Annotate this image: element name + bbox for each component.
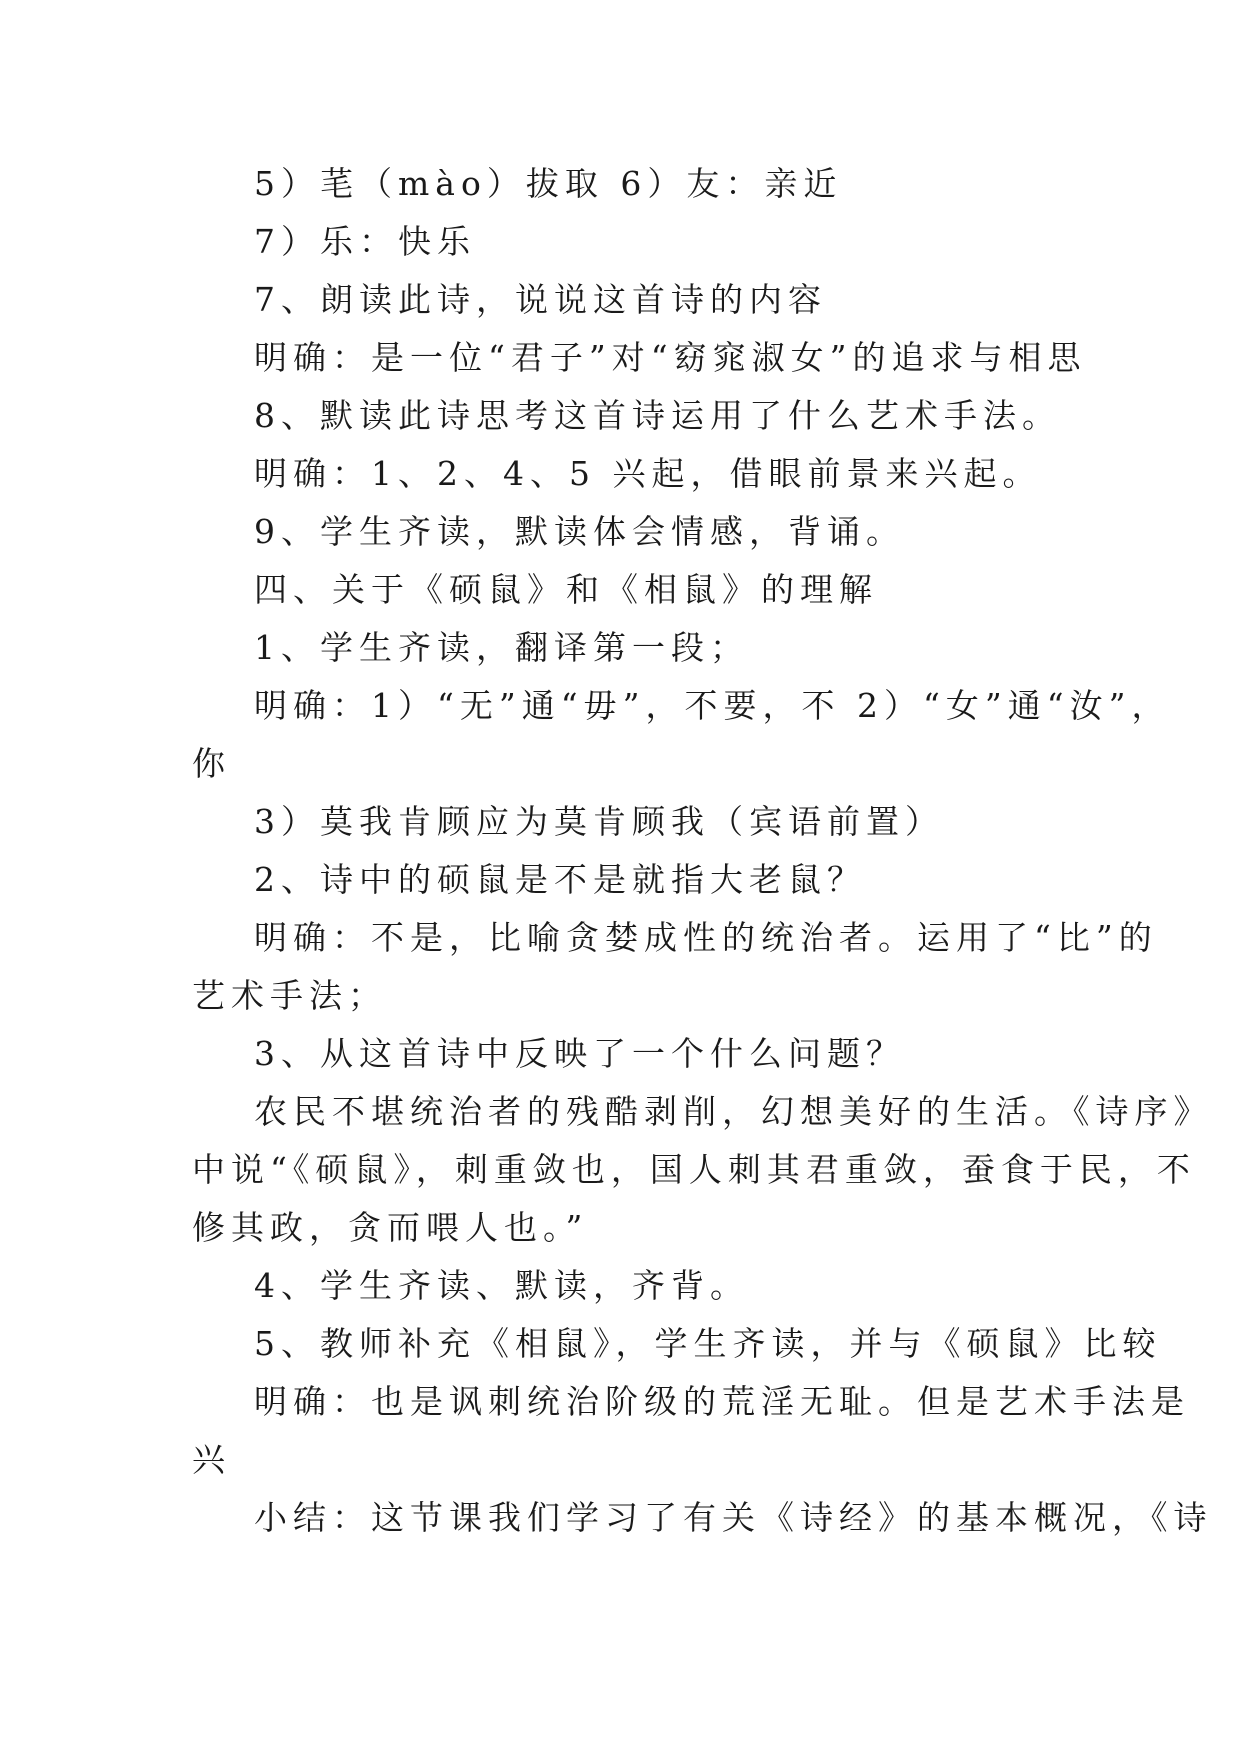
text-line: 兴 bbox=[192, 1440, 231, 1479]
text-line: 中说“《硕鼠》，刺重敛也，国人刺其君重敛，蚕食于民，不 bbox=[192, 1150, 1196, 1189]
text-line: 4、学生齐读、默读，齐背。 bbox=[254, 1266, 749, 1305]
text-line: 3）莫我肯顾应为莫肯顾我（宾语前置） bbox=[254, 802, 944, 841]
text-line: 明确：不是，比喻贪婪成性的统治者。运用了“比”的 bbox=[254, 918, 1158, 957]
text-line: 明确：是一位“君子”对“窈窕淑女”的追求与相思 bbox=[254, 338, 1087, 377]
text-line: 2、诗中的硕鼠是不是就指大老鼠？ bbox=[254, 860, 866, 899]
text-line: 修其政，贪而喂人也。” bbox=[192, 1208, 589, 1247]
text-line: 明确：也是讽刺统治阶级的荒淫无耻。但是艺术手法是 bbox=[254, 1382, 1190, 1421]
text-line: 3、从这首诗中反映了一个什么问题？ bbox=[254, 1034, 905, 1073]
text-line: 1、学生齐读，翻译第一段； bbox=[254, 628, 749, 667]
text-line: 艺术手法； bbox=[192, 976, 387, 1015]
text-line: 7、朗读此诗，说说这首诗的内容 bbox=[254, 280, 827, 319]
text-line: 你 bbox=[192, 744, 231, 783]
text-line: 9、学生齐读，默读体会情感，背诵。 bbox=[254, 512, 905, 551]
text-line: 8、默读此诗思考这首诗运用了什么艺术手法。 bbox=[254, 396, 1061, 435]
text-line: 农民不堪统治者的残酷剥削，幻想美好的生活。《诗序》 bbox=[254, 1092, 1213, 1131]
text-line: 明确：1）“无”通“毋”，不要，不 2）“女”通“汝”， bbox=[254, 686, 1171, 725]
section-heading: 四、关于《硕鼠》和《相鼠》的理解 bbox=[254, 570, 878, 609]
text-line: 5）芼（mào）拔取 6）友：亲近 bbox=[254, 164, 843, 203]
text-line: 小结：这节课我们学习了有关《诗经》的基本概况，《诗 bbox=[254, 1498, 1213, 1537]
text-line: 明确：1、2、4、5 兴起，借眼前景来兴起。 bbox=[254, 454, 1042, 493]
text-line: 7）乐：快乐 bbox=[254, 222, 476, 261]
text-line: 5、教师补充《相鼠》，学生齐读，并与《硕鼠》比较 bbox=[254, 1324, 1162, 1363]
